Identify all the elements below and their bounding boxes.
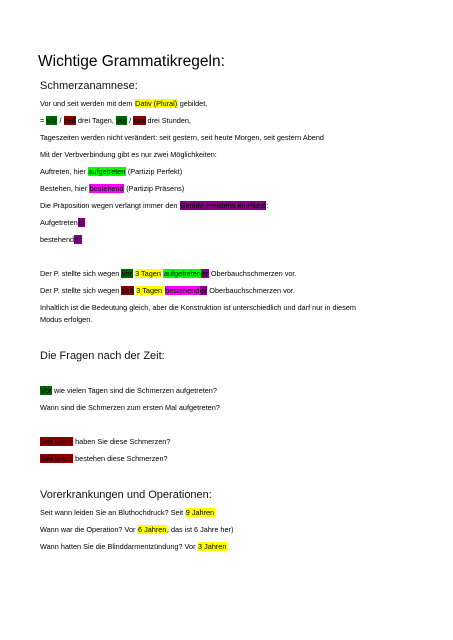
text-line: Seit wann leiden Sie an Bluthochdruck? Seit 9 Jahren [40, 508, 215, 517]
text-line: Der P. stellte sich wegen seit 3 Tagen bestehender Oberbauchschmerzen vor. [40, 286, 295, 295]
page-title: Wichtige Grammatikregeln: [38, 53, 225, 70]
highlight: aufgetreten [88, 167, 126, 176]
highlight: seit [133, 116, 146, 125]
highlight: Genitiv, meistens im Plural [180, 201, 266, 210]
text-line: Wann sind die Schmerzen zum ersten Mal aufgetreten? [40, 403, 220, 412]
highlight: 3 Tagen [136, 286, 163, 295]
text-line: Wann war die Operation? Vor 6 Jahren, das ist 6 Jahre her) [40, 525, 234, 534]
highlight: 6 Jahren [137, 525, 167, 534]
highlight: seit [64, 116, 76, 125]
text-line: Inhaltlich ist die Bedeutung gleich, aber die Konstruktion ist unterschiedlich und darf nur in diesem [40, 303, 356, 312]
text-line: Aufgetretener [40, 218, 85, 227]
highlight: 9 Jahren [185, 508, 215, 517]
highlight: seit [121, 286, 134, 295]
text-line: Seit wann bestehen diese Schmerzen? [40, 454, 168, 463]
text-line: Tageszeiten werden nicht verändert: seit gestern, seit heute Morgen, seit gestern Abend [40, 133, 324, 142]
text-line: bestehender [40, 235, 82, 244]
text-line: Bestehen, hier bestehend (Partizip Präsens) [40, 184, 185, 193]
highlight: vor [116, 116, 127, 125]
highlight: er [200, 286, 207, 295]
highlight: vor [46, 116, 57, 125]
text-line: Vor und seit werden mit dem Dativ (Plural) gebildet, [40, 99, 208, 108]
text-line: Mit der Verbverbindung gibt es nur zwei Möglichkeiten: [40, 150, 217, 159]
text-line: Auftreten, hier aufgetreten (Partizip Perfekt) [40, 167, 183, 176]
text-line: Der P. stellte sich wegen vor 3 Tagen aufgetretener Oberbauchschmerzen vor. [40, 269, 297, 278]
section-heading-fragen: Die Fragen nach der Zeit: [40, 350, 165, 362]
highlight: Dativ (Plural) [135, 99, 178, 108]
highlight: bestehend [89, 184, 124, 193]
section-heading-vorerkrankungen: Vorerkrankungen und Operationen: [40, 489, 212, 501]
highlight: vor [121, 269, 133, 278]
highlight: Vor [40, 386, 52, 395]
text-line: Seit wann haben Sie diese Schmerzen? [40, 437, 171, 446]
highlight: 3 Tagen [135, 269, 161, 278]
text-line: Modus erfolgen. [40, 315, 93, 324]
highlight: Seit wann [40, 454, 73, 463]
text-line: Die Präposition wegen verlangt immer den Genitiv, meistens im Plural: [40, 201, 269, 210]
highlight: aufgetreten [163, 269, 201, 278]
section-heading-schmerzanamnese: Schmerzanamnese: [40, 80, 138, 92]
highlight: er [201, 269, 209, 278]
highlight: Seit wann [40, 437, 73, 446]
text-line: Vor wie vielen Tagen sind die Schmerzen aufgetreten? [40, 386, 217, 395]
highlight: bestehend [165, 286, 200, 295]
text-line: = vor / seit drei Tagen, vor / seit drei Stunden, [40, 116, 191, 125]
text-line: Wann hatten Sie die Blinddarmentzündung? Vor 3 Jahren [40, 542, 227, 551]
highlight: er [78, 218, 85, 227]
highlight: 3 Jahren [198, 542, 227, 551]
highlight: er [74, 235, 82, 244]
